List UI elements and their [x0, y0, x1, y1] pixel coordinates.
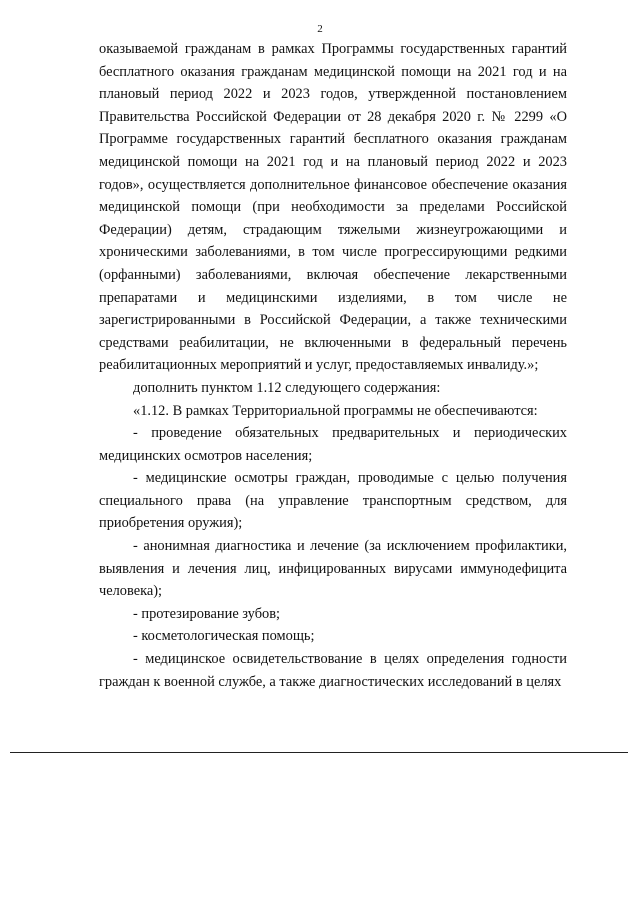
list-item: - медицинские осмотры граждан, проводимые с целью получения специального права (на управление транспортным средством, для приобретения оружия);	[99, 470, 567, 532]
footnote-divider	[10, 752, 628, 753]
page-number: 2	[317, 23, 323, 35]
list-item: - косметологическая помощь;	[133, 628, 315, 645]
paragraph-amendment-instruction: дополнить пунктом 1.12 следующего содержания:	[133, 379, 441, 396]
list-item: - протезирование зубов;	[133, 605, 280, 622]
document-body	[99, 38, 567, 693]
list-item: - медицинское освидетельствование в целях определения годности граждан к военной службе, а также диагностических исследований в целях	[99, 651, 567, 690]
paragraph-clause-1-12: «1.12. В рамках Территориальной программы не обеспечиваются:	[133, 402, 538, 419]
list-item: - проведение обязательных предварительных и периодических медицинских осмотров населения;	[99, 425, 567, 464]
paragraph-continuation: оказываемой гражданам в рамках Программы государственных гарантий бесплатного оказания гражданам медицинской помощи на 2021 год и на плановый период 2022 и 2023 годов, утвержденной постановлением Правительства Российской Федерации от 28 декабря 2020 г. № 2299 «О Программе государственных гарантий бесплатного оказания гражданам медицинской помощи на 2021 год и на плановый период 2022 и 2023 годов», осуществляется дополнительное финансовое обеспечение оказания медицинской помощи (при необходимости за пределами Российской Федерации) детям, страдающим тяжелыми жизнеугрожающими и хроническими заболеваниями, в том числе прогрессирующими редкими (орфанными) заболеваниями, включая обеспечение лекарственными препаратами и медицинскими изделиями, в том числе не зарегистрированными в Российской Федерации, а также техническими средствами реабилитации, не включенными в федеральный перечень реабилитационных мероприятий и услуг, предоставляемых инвалиду.»;	[99, 41, 567, 374]
list-item: - анонимная диагностика и лечение (за исключением профилактики, выявления и лечения лиц, инфицированных вирусами иммунодефицита человека);	[99, 538, 567, 600]
